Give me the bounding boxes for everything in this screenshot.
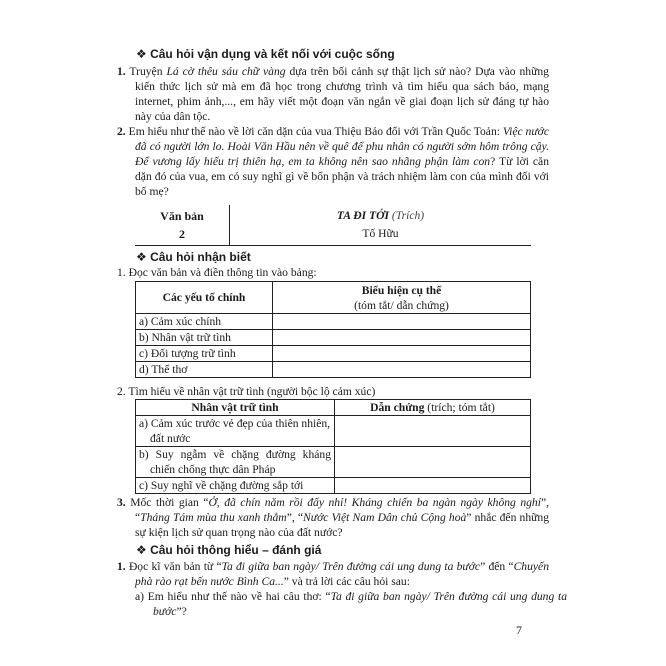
text-title: TA ĐI TỚI: [336, 209, 390, 222]
question-number: 1.: [117, 560, 126, 573]
italic-text: Việc nước đã có người lớn lo. Hoài Văn Hầu nên về quê để phu nhân có người sớm hôm trông cậy. Để vương lấy hiếu trị thiên hạ, em ta không nên sao nhãng phận làm con: [135, 125, 549, 168]
table-cell: b) Suy ngẫm về chặng đường kháng chiến chống thực dân Pháp: [136, 447, 335, 478]
table-header: Các yếu tố chính: [136, 282, 273, 314]
question-number: 2.: [117, 385, 126, 398]
text-label: Văn bản: [160, 209, 204, 223]
text-header-box: [135, 205, 531, 246]
answer-cell[interactable]: [273, 346, 531, 362]
italic-text: Lá cờ thêu sáu chữ vàng: [166, 65, 286, 78]
table-cell: d) Thể thơ: [136, 362, 273, 378]
question-number: 3.: [117, 496, 126, 509]
text-title-note: (Trích): [389, 209, 425, 222]
question-number: 1.: [117, 65, 126, 78]
question-number: 2.: [117, 125, 126, 138]
text: Đọc văn bản và điền thông tin vào bảng:: [125, 266, 317, 279]
answer-cell[interactable]: [335, 478, 531, 494]
question-3-recognition: 3. Mốc thời gian “Ở, đã chín năm rồi đấy nhỉ! Kháng chiến ba ngàn ngày không nghỉ”, “Tháng Tám mùa thu xanh thẳm”, “Nước Việt Nam Dân chủ Cộng hoà” nhắc đến những sự kiện lịch sử quan trọng nào của đất nước?: [117, 496, 550, 539]
table-cell: a) Cảm xúc trước vẻ đẹp của thiên nhiên, đất nước: [136, 416, 335, 447]
table-lyrical-character: [135, 399, 531, 494]
table-header: Nhân vật trữ tình: [136, 400, 335, 416]
question-2-application: [117, 124, 549, 199]
section-heading-application: ❖ Câu hỏi vận dụng và kết nối với cuộc sống: [136, 47, 395, 61]
question-2-recognition: [117, 384, 549, 399]
answer-cell[interactable]: [273, 314, 531, 330]
question-1-application: [117, 64, 549, 124]
page-number: 7: [516, 623, 522, 637]
author: Tố Hữu: [362, 227, 399, 240]
answer-cell[interactable]: [273, 330, 531, 346]
text: ? Từ lời căn dặn đó của vua, em có suy nghĩ gì về bổn phận và trách nhiệm làm con của mình đối với bố mẹ?: [135, 155, 549, 198]
text-number: 2: [179, 227, 185, 241]
answer-cell[interactable]: [335, 447, 531, 478]
question-1-comprehension: 1. Đọc kĩ văn bản từ “Ta đi giữa ban ngày/ Trên đường cái ung dung ta bước” đến “Chuyến phà rào rạt bến nước Bình Ca...” và trả lời các câu hỏi sau:: [117, 560, 549, 588]
section-heading-recognition: ❖ Câu hỏi nhận biết: [136, 250, 251, 264]
table-cell: c) Đối tượng trữ tình: [136, 346, 273, 362]
answer-cell[interactable]: [335, 416, 531, 447]
table-header: Biểu hiện cụ thể (tóm tắt/ dẫn chứng): [273, 282, 531, 314]
question-1-recognition: [117, 265, 549, 280]
text: Truyện: [125, 65, 167, 78]
table-elements: [135, 281, 531, 378]
text: Em hiểu như thế nào về lời căn dặn của vua Thiệu Bảo đối với Trần Quốc Toản:: [125, 125, 503, 138]
table-cell: b) Nhân vật trữ tình: [136, 330, 273, 346]
text: Tìm hiểu về nhân vật trữ tình (người bộc lộ cảm xúc): [125, 385, 376, 398]
section-heading-comprehension: ❖ Câu hỏi thông hiểu – đánh giá: [136, 543, 322, 557]
table-cell: a) Cảm xúc chính: [136, 314, 273, 330]
table-cell: c) Suy nghĩ về chặng đường sắp tới: [136, 478, 335, 494]
answer-cell[interactable]: [273, 362, 531, 378]
question-number: 1.: [117, 266, 126, 279]
question-1a-comprehension: a) Em hiểu như thế nào về hai câu thơ: “Ta đi giữa ban ngày/ Trên đường cái ung dung ta bước”?: [135, 590, 567, 618]
table-header: Dẫn chứng (trích; tóm tắt): [335, 400, 531, 416]
text: dựa trên bối cảnh sự thật lịch sử nào? Dựa vào những kiến thức lịch sử mà em đã học trong chương trình và tìm hiểu qua sách báo, mạng internet, phim ảnh,..., em hãy viết một đoạn văn ngắn về giai đoạn lịch sử đáng tự hào này của dân tộc.: [135, 65, 549, 123]
